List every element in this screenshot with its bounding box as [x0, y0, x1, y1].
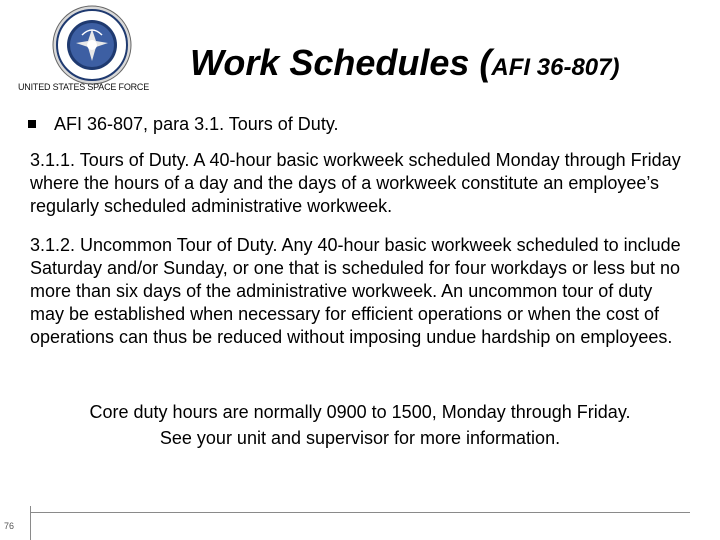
- bullet-text: AFI 36-807, para 3.1. Tours of Duty.: [54, 114, 339, 134]
- page-number: 76: [4, 521, 15, 531]
- square-bullet-icon: [28, 120, 36, 128]
- footer-vertical-rule: [30, 506, 31, 540]
- footer-divider: [30, 512, 690, 513]
- title-sub: AFI 36-807): [491, 54, 620, 81]
- page-title: [190, 42, 619, 84]
- paragraph-uncommon-tour: 3.1.2. Uncommon Tour of Duty. Any 40-hour basic workweek scheduled to include Saturday and/or Sunday, or one that is scheduled for four workdays or less but no more than six days of the administrative workweek. An uncommon tour of duty may be established when necessary for efficient operations or when the cost of operations can thus be reduced without imposing undue hardship on employees.: [30, 235, 681, 347]
- core-hours-line1: Core duty hours are normally 0900 to 1500, Monday through Friday.: [89, 402, 631, 422]
- paragraph-tours-of-duty: 3.1.1. Tours of Duty. A 40-hour basic workweek scheduled Monday through Friday where the hours of a day and the days of a workweek constitute an employee’s regularly scheduled administrative workweek.: [30, 150, 681, 216]
- core-hours-note: [0, 399, 720, 451]
- org-label: UNITED STATES SPACE FORCE: [18, 82, 150, 92]
- core-hours-line2: See your unit and supervisor for more information.: [159, 428, 561, 448]
- department-seal-icon: [52, 5, 132, 85]
- title-main: Work Schedules (: [190, 42, 492, 83]
